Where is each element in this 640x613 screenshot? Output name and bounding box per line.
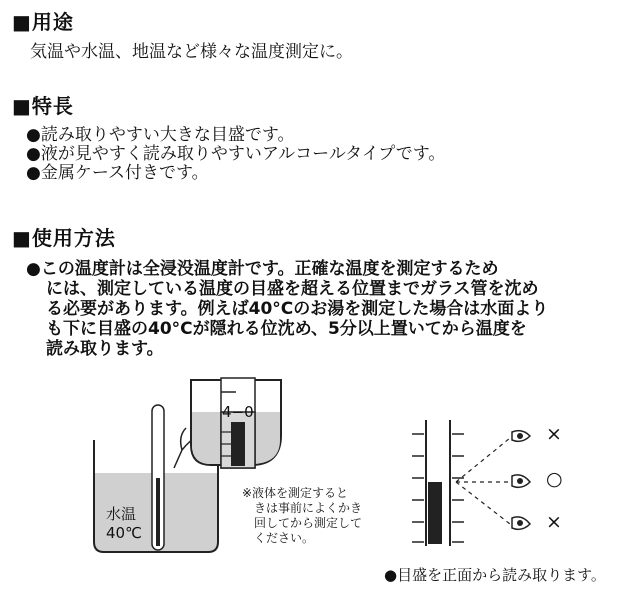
howto-heading: ■使用方法 <box>12 226 116 250</box>
note-line: ください。 <box>254 531 315 545</box>
scale-label: 4−0 <box>222 403 254 421</box>
howto-line: 読み取ります。 <box>46 339 164 359</box>
howto-line: ●この温度計は全浸没温度計です。正確な温度を測定するため <box>26 259 499 279</box>
usage-body: 気温や水温、地温など様々な温度測定に。 <box>30 42 353 62</box>
usage-heading: ■用途 <box>12 10 74 34</box>
note-line: ※液体を測定すると <box>242 486 349 500</box>
note-line: 回してから測定して <box>254 516 363 530</box>
reading-caption: ●目盛を正面から読み取ります。 <box>384 566 606 584</box>
feature-item: ●読み取りやすい大きな目盛です。 <box>26 125 295 145</box>
wrong-mark-top: × <box>546 423 562 445</box>
howto-line: も下に目盛の40°Cが隠れる位沈め、5分以上置いてから温度を <box>46 319 527 339</box>
feature-item: ●液が見やすく読み取りやすいアルコールタイプです。 <box>26 144 446 164</box>
howto-line: には、測定している温度の目盛を超える位置までガラス管を沈め <box>46 279 539 299</box>
features-heading: ■特長 <box>12 94 74 118</box>
note-line: きは事前によくかき <box>254 501 363 515</box>
water-label: 水温 <box>106 505 137 523</box>
correct-mark: ○ <box>546 468 563 490</box>
feature-item: ●金属ケース付きです。 <box>26 163 209 183</box>
howto-line: る必要があります。例えば40°Cのお湯を測定した場合は水面より <box>46 299 549 319</box>
measurement-note <box>242 486 377 546</box>
wrong-mark-bottom: × <box>546 511 562 533</box>
water-temp-label: 40℃ <box>106 524 142 542</box>
